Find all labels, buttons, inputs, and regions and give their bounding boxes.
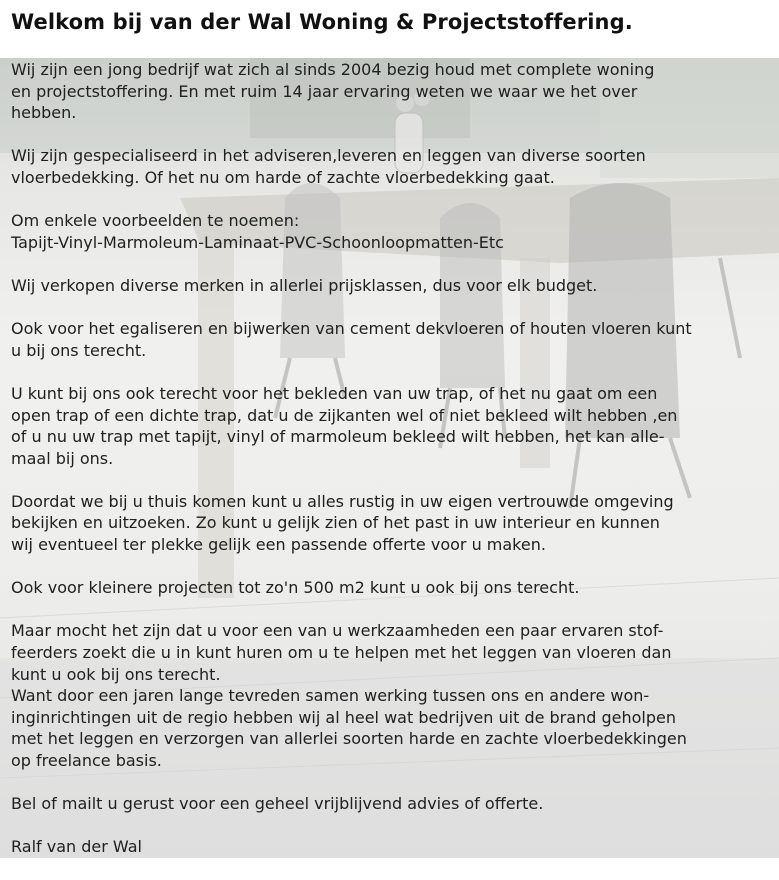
paragraph-line: bekijken en uitzoeken. Zo kunt u gelijk zien of het past in uw interieur en kunnen <box>11 513 660 533</box>
intro-text <box>11 59 773 880</box>
paragraph-line: U kunt bij ons ook terecht voor het bekleden van uw trap, of het nu gaat om een <box>11 383 658 403</box>
paragraph-line: Bel of mailt u gerust voor een geheel vrijblijvend advies of offerte. <box>11 794 544 814</box>
paragraph <box>11 59 773 124</box>
paragraph <box>11 793 773 815</box>
paragraph-line: kunt u ook bij ons terecht. <box>11 664 221 684</box>
paragraph-line: Want door een jaren lange tevreden samen werking tussen ons en andere won- <box>11 686 650 706</box>
paragraph-line: Wij verkopen diverse merken in allerlei prijsklassen, dus voor elk budget. <box>11 275 598 295</box>
paragraph-line: en projectstoffering. En met ruim 14 jaar ervaring weten we waar we het over <box>11 81 638 101</box>
paragraph-line: Wij zijn gespecialiseerd in het adviseren,leveren en leggen van diverse soorten <box>11 146 646 166</box>
paragraph <box>11 383 773 469</box>
paragraph-line: Om enkele voorbeelden te noemen: <box>11 211 300 231</box>
paragraph-line: Tapijt-Vinyl-Marmoleum-Laminaat-PVC-Schoonloopmatten-Etc <box>11 232 504 252</box>
paragraph <box>11 145 773 188</box>
paragraph <box>11 836 773 858</box>
paragraph-line: Doordat we bij u thuis komen kunt u alles rustig in uw eigen vertrouwde omgeving <box>11 491 674 511</box>
paragraph <box>11 210 773 253</box>
paragraph <box>11 620 773 685</box>
paragraph-line: met het leggen en verzorgen van allerlei soorten harde en zachte vloerbedekkingen <box>11 729 687 749</box>
paragraph-line: maal bij ons. <box>11 448 114 468</box>
paragraph-line: inginrichtingen uit de regio hebben wij al heel wat bedrijven uit de brand geholpen <box>11 707 676 727</box>
paragraph <box>11 577 773 599</box>
paragraph-line: vloerbedekking. Of het nu om harde of zachte vloerbedekking gaat. <box>11 167 555 187</box>
paragraph-line: Ook voor het egaliseren en bijwerken van cement dekvloeren of houten vloeren kunt <box>11 319 692 339</box>
page-title: Welkom bij van der Wal Woning & Projectstoffering. <box>11 10 633 34</box>
paragraph <box>11 275 773 297</box>
paragraph-line: Ralf van der Wal <box>11 837 142 857</box>
paragraph <box>11 318 773 361</box>
paragraph-line: op freelance basis. <box>11 751 162 770</box>
paragraph-line: Maar mocht het zijn dat u voor een van u werkzaamheden een paar ervaren stof- <box>11 621 664 641</box>
paragraph-line: Ook voor kleinere projecten tot zo'n 500 m2 kunt u ook bij ons terecht. <box>11 578 580 598</box>
paragraph-line: feerders zoekt die u in kunt huren om u te helpen met het leggen van vloeren dan <box>11 643 672 663</box>
paragraph-line: open trap of een dichte trap, dat u de zijkanten wel of niet bekleed wilt hebben ,en <box>11 405 678 425</box>
paragraph-line: hebben. <box>11 103 77 123</box>
paragraph-line: wij eventueel ter plekke gelijk een passende offerte voor u maken. <box>11 535 546 555</box>
paragraph <box>11 491 773 556</box>
paragraph <box>11 685 773 771</box>
paragraph-line: Wij zijn een jong bedrijf wat zich al sinds 2004 bezig houd met complete woning <box>11 60 655 79</box>
paragraph-line: of u nu uw trap met tapijt, vinyl of marmoleum bekleed wilt hebben, het kan alle- <box>11 427 665 447</box>
paragraph-line: u bij ons terecht. <box>11 340 147 360</box>
